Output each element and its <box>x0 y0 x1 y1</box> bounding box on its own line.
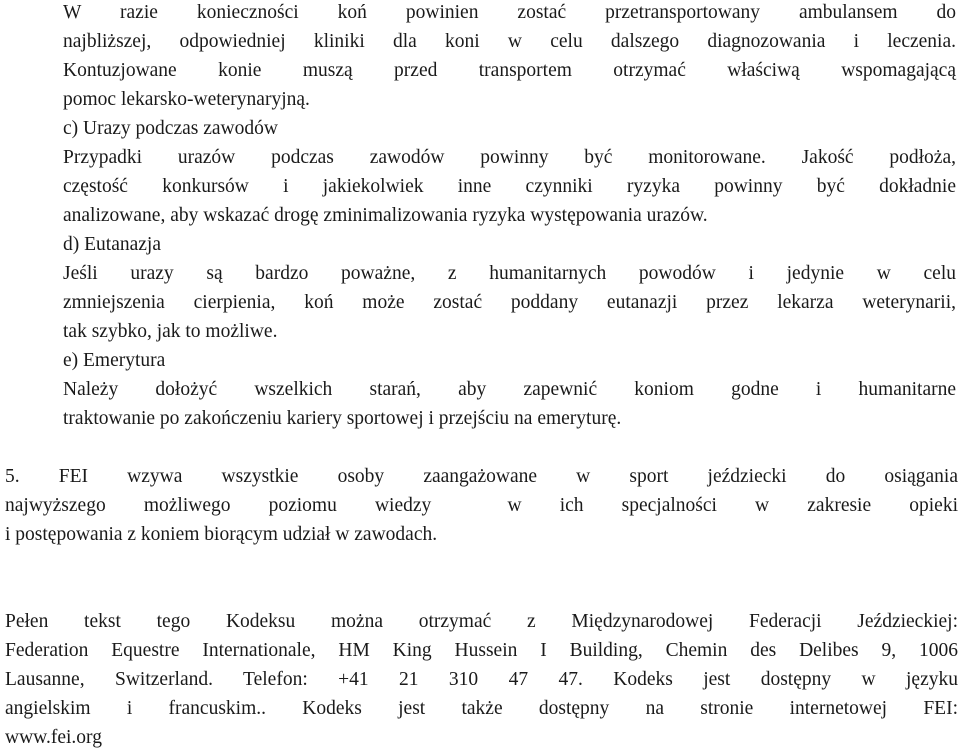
text-line: Pełen tekst tego Kodeksu można otrzymać z Międzynarodowej Federacji Jeździeckiej: <box>5 611 958 632</box>
text-line: częstość konkursów i jakiekolwiek inne czynniki ryzyka powinny być dokładnie <box>63 176 956 197</box>
text-line: tak szybko, jak to możliwe. <box>63 321 278 342</box>
text-line: Lausanne, Switzerland. Telefon: +41 21 310 47 47. Kodeks jest dostępny w języku <box>5 669 958 690</box>
text-line: 5. FEI wzywa wszystkie osoby zaangażowane w sport jeździecki do osiągania <box>5 466 958 487</box>
text-line: Przypadki urazów podczas zawodów powinny być monitorowane. Jakość podłoża, <box>63 147 956 168</box>
text-line: Kontuzjowane konie muszą przed transportem otrzymać właściwą wspomagającą <box>63 60 956 81</box>
text-line: traktowanie po zakończeniu kariery sportowej i przejściu na emeryturę. <box>63 408 622 429</box>
section-heading: d) Eutanazja <box>63 234 161 255</box>
text-line: Federation Equestre Internationale, HM King Hussein I Building, Chemin des Delibes 9, 1006 <box>5 640 958 661</box>
fei-website-link[interactable]: www.fei.org <box>5 727 102 748</box>
text-line: zmniejszenia cierpienia, koń może zostać poddany eutanazji przez lekarza weterynarii, <box>63 292 956 313</box>
text-line: analizowane, aby wskazać drogę zminimalizowania ryzyka występowania urazów. <box>63 205 708 226</box>
text-line: najbliższej, odpowiedniej kliniki dla koni w celu dalszego diagnozowania i leczenia. <box>63 31 956 52</box>
section-heading: c) Urazy podczas zawodów <box>63 118 278 139</box>
text-line: angielskim i francuskim.. Kodeks jest także dostępny na stronie internetowej FEI: <box>5 698 958 719</box>
text-line: W razie konieczności koń powinien zostać przetransportowany ambulansem do <box>63 2 956 23</box>
text-line: najwyższego możliwego poziomu wiedzy w ich specjalności w zakresie opieki <box>5 495 958 516</box>
text-line: Należy dołożyć wszelkich starań, aby zapewnić koniom godne i humanitarne <box>63 379 956 400</box>
text-line: pomoc lekarsko-weterynaryjną. <box>63 89 310 110</box>
text-line: Jeśli urazy są bardzo poważne, z humanitarnych powodów i jedynie w celu <box>63 263 956 284</box>
section-heading: e) Emerytura <box>63 350 166 371</box>
text-line: i postępowania z koniem biorącym udział w zawodach. <box>5 524 438 545</box>
